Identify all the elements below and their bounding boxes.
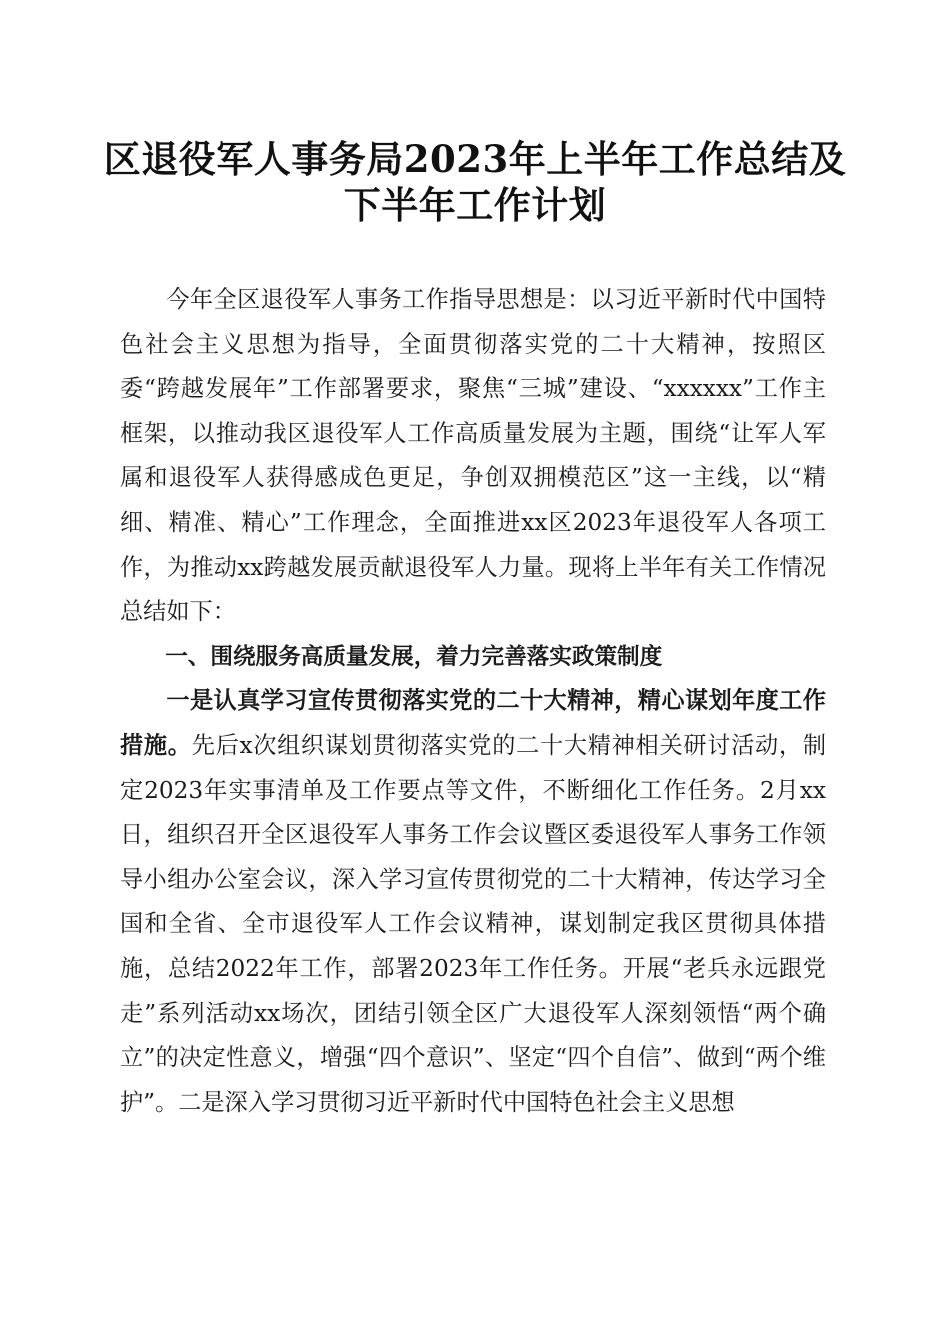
document-title [100, 136, 850, 228]
paragraph-lead-sentence: 一是认真学习宣传贯彻落实党的二十大精神，精心谋划年度工作措施。 [120, 687, 826, 759]
title-line-1: 区退役军人事务局2023年上半年工作总结及 [103, 137, 847, 181]
document-body [120, 278, 826, 1125]
intro-paragraph: 今年全区退役军人事务工作指导思想是：以习近平新时代中国特色社会主义思想为指导，全面贯彻落实党的二十大精神，按照区委“跨越发展年”工作部署要求，聚焦“三城”建设、“xxxxxx”工作主框架，以推动我区退役军人工作高质量发展为主题，围绕“让军人军属和退役军人获得感成色更足，争创双拥模范区”这一主线，以“精细、精准、精心”工作理念，全面推进xx区2023年退役军人各项工作，为推动xx跨越发展贡献退役军人力量。现将上半年有关工作情况总结如下： [120, 286, 826, 626]
title-line-2: 下半年工作计划 [343, 183, 607, 227]
paragraph-body-text: 先后x次组织谋划贯彻落实党的二十大精神相关研讨活动，制定2023年实事清单及工作要点等文件，不断细化工作任务。2月xx日，组织召开全区退役军人事务工作会议暨区委退役军人事务工作领导小组办公室会议，深入学习宣传贯彻党的二十大精神，传达学习全国和全省、全市退役军人工作会议精神，谋划制定我区贯彻具体措施，总结2022年工作，部署2023年工作任务。开展“老兵永远跟党走”系列活动xx场次，团结引领全区广大退役军人深刻领悟“两个确立”的决定性意义，增强“四个意识”、坚定“四个自信”、做到“两个维护”。二是深入学习贯彻习近平新时代中国特色社会主义思想 [120, 731, 827, 1116]
section-1-paragraph-1 [120, 679, 826, 1125]
section-1-heading: 一、围绕服务高质量发展，着力完善落实政策制度 [165, 643, 663, 670]
